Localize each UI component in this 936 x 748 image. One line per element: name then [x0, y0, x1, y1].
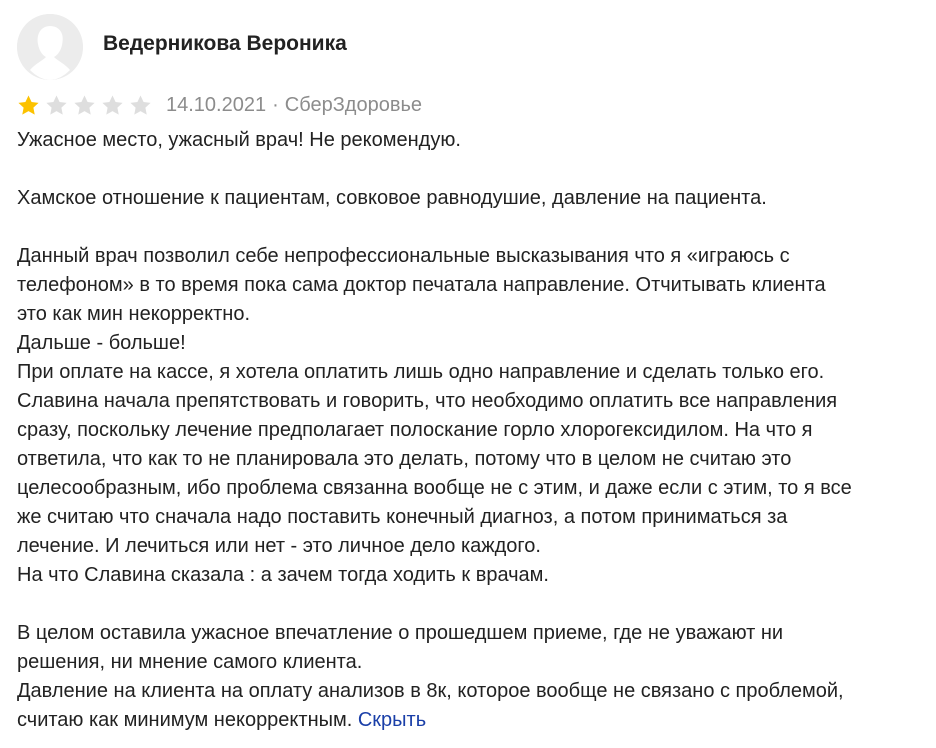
user-placeholder-icon: [17, 14, 83, 80]
review-paragraph: [17, 242, 929, 590]
review-line: лечение. И лечиться или нет - это личное дело каждого.: [17, 535, 541, 557]
author-name[interactable]: Ведерникова Вероника: [103, 32, 347, 55]
star-empty-icon: [73, 94, 96, 117]
review-paragraph: [17, 126, 929, 155]
meta-separator: ·: [272, 93, 279, 116]
review-line: Хамское отношение к пациентам, совковое равнодушие, давление на пациента.: [17, 187, 767, 209]
review-text: [17, 126, 929, 735]
review-line: целесообразным, ибо проблема связанна вообще не с этим, и даже если с этим, то я все: [17, 477, 852, 499]
review-meta-text: [166, 94, 422, 117]
hide-review-link[interactable]: Скрыть: [357, 709, 427, 731]
star-rating: [17, 94, 157, 117]
paragraph-spacer: [17, 590, 929, 619]
review-line: Данный врач позволил себе непрофессиональные высказывания что я «играюсь с: [17, 245, 790, 267]
star-filled-icon: [17, 94, 40, 117]
star-empty-icon: [129, 94, 152, 117]
paragraph-spacer: [17, 155, 929, 184]
review-line: Славина начала препятствовать и говорить, что необходимо оплатить все направления: [17, 390, 838, 412]
review-line: сразу, поскольку лечение предполагает полоскание горло хлорогексидилом. На что я: [17, 419, 813, 441]
review-line: считаю как минимум некорректным.: [17, 709, 353, 731]
review-line: В целом оставила ужасное впечатление о прошедшем приеме, где не уважают ни: [17, 622, 784, 644]
paragraph-spacer: [17, 213, 929, 242]
review-line: же считаю что сначала надо поставить конечный диагноз, а потом приниматься за: [17, 506, 788, 528]
review-line: решения, ни мнение самого клиента.: [17, 651, 363, 673]
review-line: Ужасное место, ужасный врач! Не рекомендую.: [17, 129, 461, 151]
review-line: это как мин некорректно.: [17, 303, 251, 325]
review-meta: [17, 91, 422, 119]
review-line: телефоном» в то время пока сама доктор печатала направление. Отчитывать клиента: [17, 274, 826, 296]
star-empty-icon: [45, 94, 68, 117]
star-empty-icon: [101, 94, 124, 117]
review-paragraph: [17, 184, 929, 213]
review-line: ответила, что как то не планировала это делать, потому что в целом не считаю это: [17, 448, 792, 470]
review-line: На что Славина сказала : а зачем тогда ходить к врачам.: [17, 564, 549, 586]
review-line: Давление на клиента на оплату анализов в 8к, которое вообще не связано с проблемой,: [17, 680, 844, 702]
review-date: 14.10.2021: [166, 93, 267, 116]
review-line: При оплате на кассе, я хотела оплатить лишь одно направление и сделать только его.: [17, 361, 825, 383]
avatar[interactable]: [17, 14, 83, 80]
clinic-name: СберЗдоровье: [284, 93, 422, 116]
review-paragraph: [17, 619, 929, 735]
review-line: Дальше - больше!: [17, 332, 186, 354]
